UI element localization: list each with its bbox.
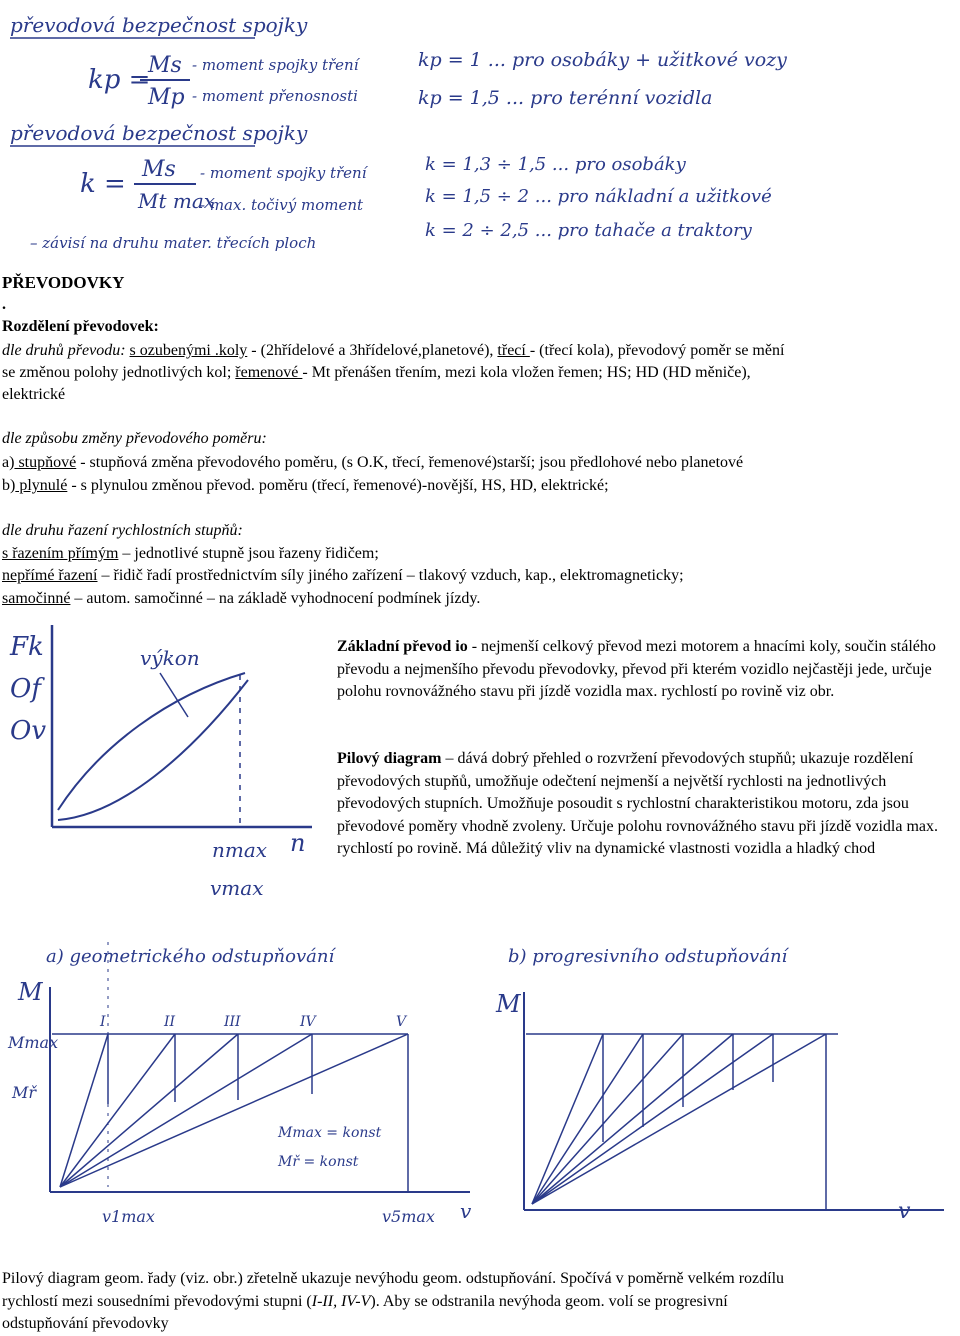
p3-lead: dle druhu řazení rychlostních stupňů: <box>2 522 243 539</box>
p3-samocinne: samočinné <box>2 590 71 607</box>
p1-lead: dle druhů převodu: <box>2 342 126 359</box>
footer-l2b: ). Aby se odstranila nevýhoda geom. volí se progresivní <box>370 1293 728 1310</box>
fig2-gear-3: III <box>224 1014 241 1030</box>
p3-l1-text: – jednotlivé stupně jsou řazeny řidičem; <box>118 545 379 562</box>
footer-line2 <box>2 1291 728 1313</box>
footer-l2a: rychlostí mezi sousedními převodovými stupni ( <box>2 1293 312 1310</box>
p1-line2 <box>2 362 751 384</box>
p2-a-pre: a) <box>2 454 15 471</box>
k-ms-desc: - moment spojky tření <box>200 164 367 182</box>
fig1-nmax: nmax <box>212 838 268 862</box>
kp-title: převodová bezpečnost spojky <box>10 13 308 37</box>
fig2-gear-1: I <box>100 1014 106 1030</box>
handwritten-notes <box>0 0 960 262</box>
fig1-fk: Fk <box>10 632 44 662</box>
fig2-note1: Mmax = konst <box>278 1125 382 1141</box>
pilovy-text: – dává dobrý přehled o rozvržení převodových stupňů; ukazuje rozdělení převodových stupňů, umožňuje odečtení nejmenší a největší rychlosti na jednotlivých převodových stupních. Umožňuje posoudit s rychlostní charakteristikou motoru, zda jsou převodové poměry vhodně zvoleny. Určuje polohu rovnovážného stavu při jízdě vozidla max. rychlostí po rovině. Má důležitý vliv na dynamické vlastnosti vozidla a hladký chod <box>337 750 939 857</box>
p1-l2b: - Mt přenášen třením, mezi kola vložen řemen; HS; HD (HD měniče), <box>302 364 751 381</box>
p2-a-rest: - stupňová změna převodového poměru, (s O.K, třecí, řemenové)starší; jsou předlohové nebo planetové <box>76 454 744 471</box>
p1-line3: elektrické <box>2 386 66 403</box>
p1-l2a: se změnou polohy jednotlivých kol; <box>2 364 236 381</box>
figure-geometric-sawtooth <box>0 922 470 1257</box>
fig2-v: v <box>460 1199 472 1223</box>
k-lhs: k = <box>80 169 126 199</box>
p2-b <box>2 475 609 497</box>
fig1-n: n <box>290 829 306 857</box>
page-heading: PŘEVODOVKY <box>2 273 125 292</box>
kp-den: Mp <box>148 85 185 110</box>
k-value-1: k = 1,3 ÷ 1,5 ... pro osobáky <box>425 154 686 175</box>
fig1-vykon: výkon <box>140 646 200 670</box>
footer-line1: Pilový diagram geom. řady (viz. obr.) zřetelně ukazuje nevýhodu geom. odstupňování. Spočívá v poměrně velkém rozdílu <box>2 1270 785 1287</box>
p2-b-pre: b) <box>2 477 16 494</box>
fig2-note2: Mř = konst <box>278 1154 359 1170</box>
kp-ms-desc: - moment spojky tření <box>192 56 359 74</box>
p2-plynule: plynulé <box>15 477 68 494</box>
fig3-title: b) progresivního odstupňování <box>508 946 788 967</box>
zakladni-paragraph <box>337 636 955 704</box>
fig2-title: a) geometrického odstupňování <box>46 946 335 967</box>
figure-progressive-sawtooth <box>478 922 948 1232</box>
p1-t2: - (2hřídelové a 3hřídelové,planetové), <box>247 342 498 359</box>
k-value-3: k = 2 ÷ 2,5 ... pro tahače a traktory <box>425 220 752 241</box>
fig2-mmax: Mmax <box>8 1033 59 1052</box>
kp-value-2: kp = 1,5 ... pro terénní vozidla <box>418 87 713 109</box>
fig2-mr: Mř <box>12 1083 37 1102</box>
k-mt-desc: - max. točivý moment <box>200 196 364 214</box>
kp-num: Ms <box>148 53 182 78</box>
subheading: Rozdělení převodovek: <box>2 318 159 335</box>
fig1-of: Of <box>10 674 41 704</box>
pilovy-bold: Pilový diagram <box>337 750 442 767</box>
fig3-m: M <box>496 990 521 1018</box>
fig2-v5: v5max <box>382 1207 435 1226</box>
figure-power-curves <box>0 615 320 905</box>
p3-l3 <box>2 588 480 610</box>
pilovy-paragraph <box>337 748 955 861</box>
kp-lhs: kp = <box>88 65 151 95</box>
k-num: Ms <box>142 157 176 182</box>
fig2-m: M <box>18 978 43 1006</box>
p3-l2-text: – řidič řadí prostřednictvím síly jiného zařízení – tlakový vzduch, kap., elektromagneticky; <box>97 567 684 584</box>
k-note: – závisí na druhu mater. třecích ploch <box>30 234 317 252</box>
fig2-gear-5: V <box>396 1014 407 1030</box>
k-value-2: k = 1,5 ÷ 2 ... pro nákladní a užitkové <box>425 186 772 207</box>
p1-ozubene: s ozubenými .koly <box>129 342 248 359</box>
footer-l2i: I-II, IV-V <box>311 1293 371 1310</box>
k-title: převodová bezpečnost spojky <box>10 121 308 145</box>
p3-l3-text: – autom. samočinné – na základě vyhodnocení podmínek jízdy. <box>70 590 481 607</box>
p2-a <box>2 452 743 474</box>
fig3-v: v <box>898 1199 911 1224</box>
p2-lead: dle způsobu změny převodového poměru: <box>2 430 267 447</box>
heading-dot: . <box>2 296 6 313</box>
zakladni-text: - nejmenší celkový převod mezi motorem a hnacími koly, součin stálého převodu a nejmenšího převodu převodovky, převod při kterém vozidlo nejčastěji jede, určuje polohu rovnovážného stavu při jízdě vozidla max. rychlostí po rovině viz obr. <box>337 638 936 700</box>
fig1-ov: Ov <box>10 716 47 746</box>
p2-b-rest: - s plynulou změnou převod. poměru (třecí, řemenové)-novější, HS, HD, elektrické; <box>67 477 609 494</box>
p1-t4: - (třecí kola), převodový poměr se mění <box>529 342 785 359</box>
footer-line3: odstupňování převodovky <box>2 1315 169 1332</box>
p3-l1 <box>2 543 379 565</box>
p3-l2 <box>2 565 684 587</box>
p3-prime: s řazením přímým <box>2 545 119 562</box>
p1-treci: třecí <box>497 342 530 359</box>
fig2-v1: v1max <box>102 1207 155 1226</box>
k-den: Mt max <box>138 189 216 213</box>
p3-neprime: nepřímé řazení <box>2 567 98 584</box>
p1-remenove: řemenové <box>235 364 303 381</box>
fig2-gear-2: II <box>164 1014 176 1030</box>
zakladni-bold: Základní převod io <box>337 638 468 655</box>
kp-value-1: kp = 1 ... pro osobáky + užitkové vozy <box>418 49 787 71</box>
fig1-vmax: vmax <box>210 876 264 900</box>
kp-mp-desc: - moment přenosnosti <box>192 87 358 105</box>
fig2-gear-4: IV <box>300 1014 316 1030</box>
p1-line1 <box>2 340 784 362</box>
p2-stupnove: stupňové <box>14 454 77 471</box>
